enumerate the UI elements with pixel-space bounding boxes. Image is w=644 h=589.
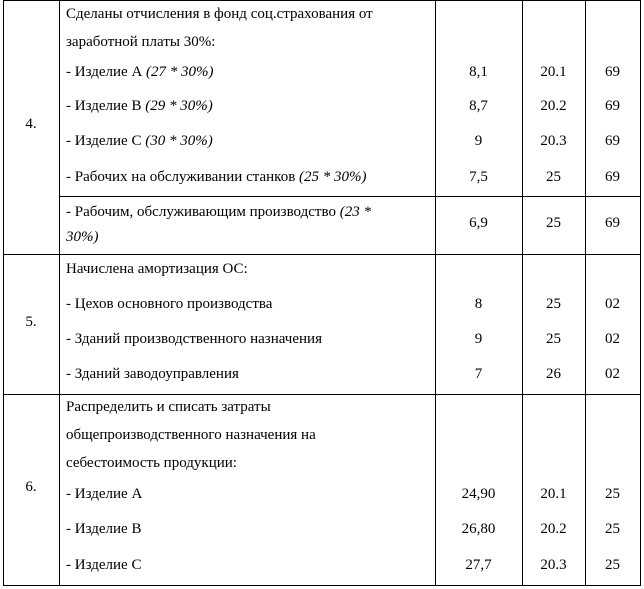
row-number: 6. <box>25 479 37 495</box>
item-credit: 69 <box>605 98 620 114</box>
item-label: - Изделие А <box>66 486 143 502</box>
item-credit: 25 <box>605 557 620 573</box>
item-label: - Изделие С <box>66 557 142 573</box>
row-header-line: общепроизводственного назначения на <box>66 427 316 443</box>
item-amount: 6,9 <box>469 215 488 231</box>
item-debit: 20.1 <box>540 486 567 502</box>
item-amount: 8,7 <box>469 98 488 114</box>
item-credit: 69 <box>605 169 620 185</box>
row-header-line: заработной платы 30%: <box>66 34 216 50</box>
item-credit: 02 <box>605 296 620 312</box>
item-debit: 20.3 <box>540 557 567 573</box>
item-credit: 25 <box>605 521 620 537</box>
table-bottom-border <box>3 585 641 586</box>
item-debit: 25 <box>546 296 561 312</box>
item-label: - Изделие А (27 * 30%) <box>66 64 214 80</box>
item-debit: 25 <box>546 169 561 185</box>
item-amount: 9 <box>474 331 483 347</box>
item-amount: 7 <box>474 366 483 382</box>
item-debit: 20.2 <box>540 521 567 537</box>
item-credit: 69 <box>605 64 620 80</box>
item-debit: 25 <box>546 331 561 347</box>
item-amount: 7,5 <box>469 169 488 185</box>
table-top-border <box>3 0 641 1</box>
item-formula: (30 * 30%) <box>145 133 213 149</box>
item-amount: 24,90 <box>461 486 496 502</box>
item-formula: (27 * 30%) <box>146 64 214 80</box>
item-label: - Изделие В <box>66 521 142 537</box>
item-formula: (23 * <box>339 204 371 220</box>
item-amount: 8 <box>474 296 483 312</box>
item-credit: 69 <box>605 133 620 149</box>
item-credit: 25 <box>605 486 620 502</box>
item-label: - Изделие С (30 * 30%) <box>66 133 213 149</box>
item-formula: (29 * 30%) <box>145 98 213 114</box>
item-debit: 20.3 <box>540 133 567 149</box>
item-credit: 69 <box>605 215 620 231</box>
row-header-line: Сделаны отчисления в фонд соц.страхования от <box>66 6 373 22</box>
item-label: - Цехов основного производства <box>66 296 273 312</box>
row-header-line: Начислена амортизация ОС: <box>66 261 248 277</box>
item-amount: 9 <box>474 133 483 149</box>
row-header-line: Распределить и списать затраты <box>66 399 271 415</box>
item-credit: 02 <box>605 366 620 382</box>
column-divider <box>59 0 60 586</box>
item-label: - Рабочих на обслуживании станков (25 * 30%) <box>66 169 367 185</box>
table-left-border <box>3 0 4 586</box>
row-divider <box>3 394 641 395</box>
item-formula-continued: 30%) <box>66 229 99 245</box>
row-number: 5. <box>25 314 37 330</box>
row-divider <box>3 254 641 255</box>
item-debit: 20.1 <box>540 64 567 80</box>
item-label: - Рабочим, обслуживающим производство (23 * <box>66 204 371 220</box>
item-label: - Зданий производственного назначения <box>66 331 322 347</box>
item-debit: 25 <box>546 215 561 231</box>
item-label: - Изделие В (29 * 30%) <box>66 98 213 114</box>
item-debit: 20.2 <box>540 98 567 114</box>
row-header-line: себестоимость продукции: <box>66 455 237 471</box>
table-right-border <box>640 0 641 586</box>
item-amount: 8,1 <box>469 64 488 80</box>
item-credit: 02 <box>605 331 620 347</box>
item-amount: 27,7 <box>465 557 492 573</box>
item-debit: 26 <box>546 366 561 382</box>
row-4-inner-divider <box>59 196 641 197</box>
item-formula: (25 * 30%) <box>299 169 367 185</box>
item-amount: 26,80 <box>461 521 496 537</box>
row-number: 4. <box>25 116 37 132</box>
item-label: - Зданий заводоуправления <box>66 366 239 382</box>
